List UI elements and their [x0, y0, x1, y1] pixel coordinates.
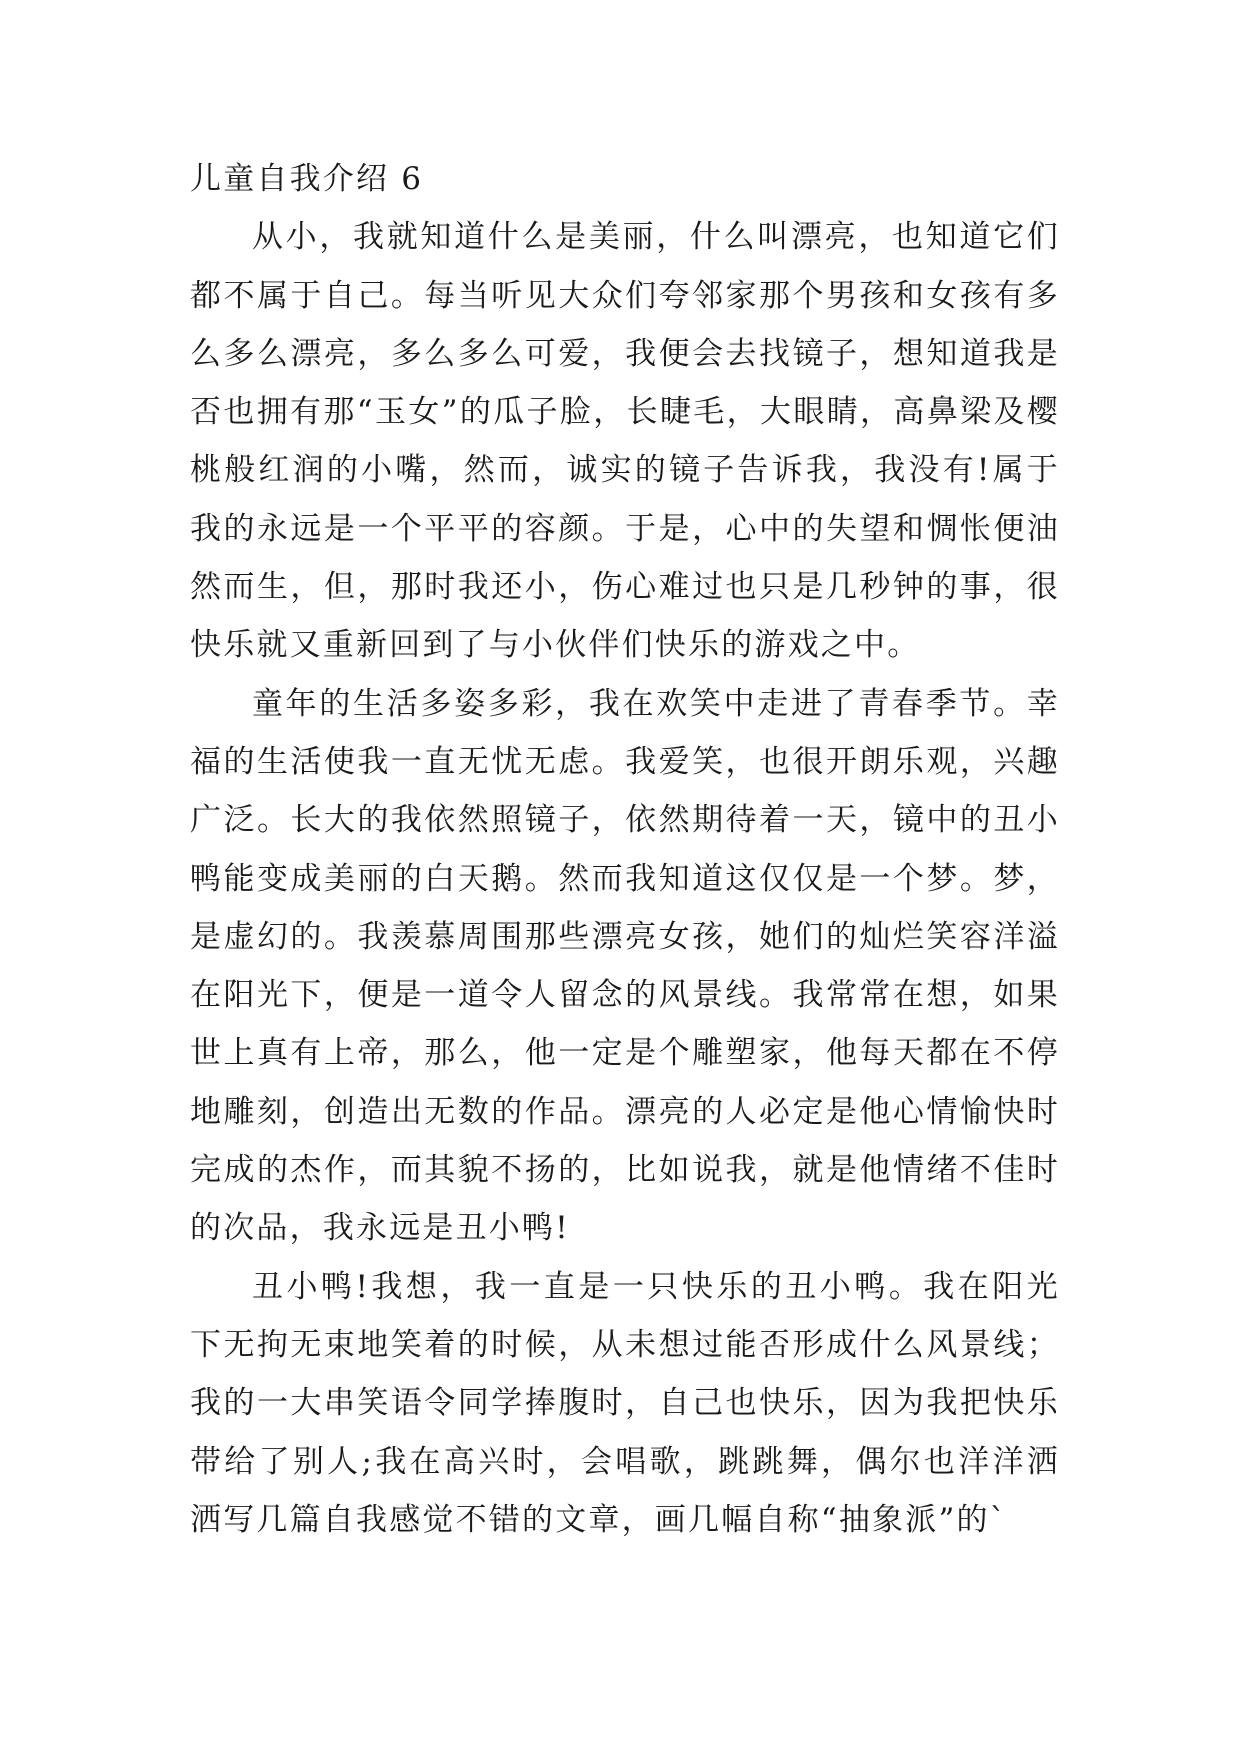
document-body	[190, 150, 1060, 1549]
paragraph-3: 丑小鸭!我想，我一直是一只快乐的丑小鸭。我在阳光下无拘无束地笑着的时候，从未想过能否形成什么风景线；我的一大串笑语令同学捧腹时，自己也快乐，因为我把快乐带给了别人;我在高兴时，会唱歌，跳跳舞，偶尔也洋洋洒洒写几篇自我感觉不错的文章，画几幅自称“抽象派”的`	[190, 1268, 1060, 1538]
paragraph-2: 童年的生活多姿多彩，我在欢笑中走进了青春季节。幸福的生活使我一直无忧无虑。我爱笑，也很开朗乐观，兴趣广泛。长大的我依然照镜子，依然期待着一天，镜中的丑小鸭能变成美丽的白天鹅。然而我知道这仅仅是一个梦。梦，是虚幻的。我羡慕周围那些漂亮女孩，她们的灿烂笑容洋溢在阳光下，便是一道令人留念的风景线。我常常在想，如果世上真有上帝，那么，他一定是个雕塑家，他每天都在不停地雕刻，创造出无数的作品。漂亮的人必定是他心情愉快时完成的杰作，而其貌不扬的，比如说我，就是他情绪不佳时的次品，我永远是丑小鸭!	[190, 685, 1060, 1247]
document-title: 儿童自我介绍 6	[190, 161, 424, 197]
paragraph-1: 从小，我就知道什么是美丽，什么叫漂亮，也知道它们都不属于自己。每当听见大众们夸邻家那个男孩和女孩有多么多么漂亮，多么多么可爱，我便会去找镜子，想知道我是否也拥有那“玉女”的瓜子脸，长睫毛，大眼睛，高鼻梁及樱桃般红润的小嘴，然而，诚实的镜子告诉我，我没有!属于我的永远是一个平平的容颜。于是，心中的失望和惆怅便油然而生，但，那时我还小，伤心难过也只是几秒钟的事，很快乐就又重新回到了与小伙伴们快乐的游戏之中。	[190, 219, 1060, 664]
